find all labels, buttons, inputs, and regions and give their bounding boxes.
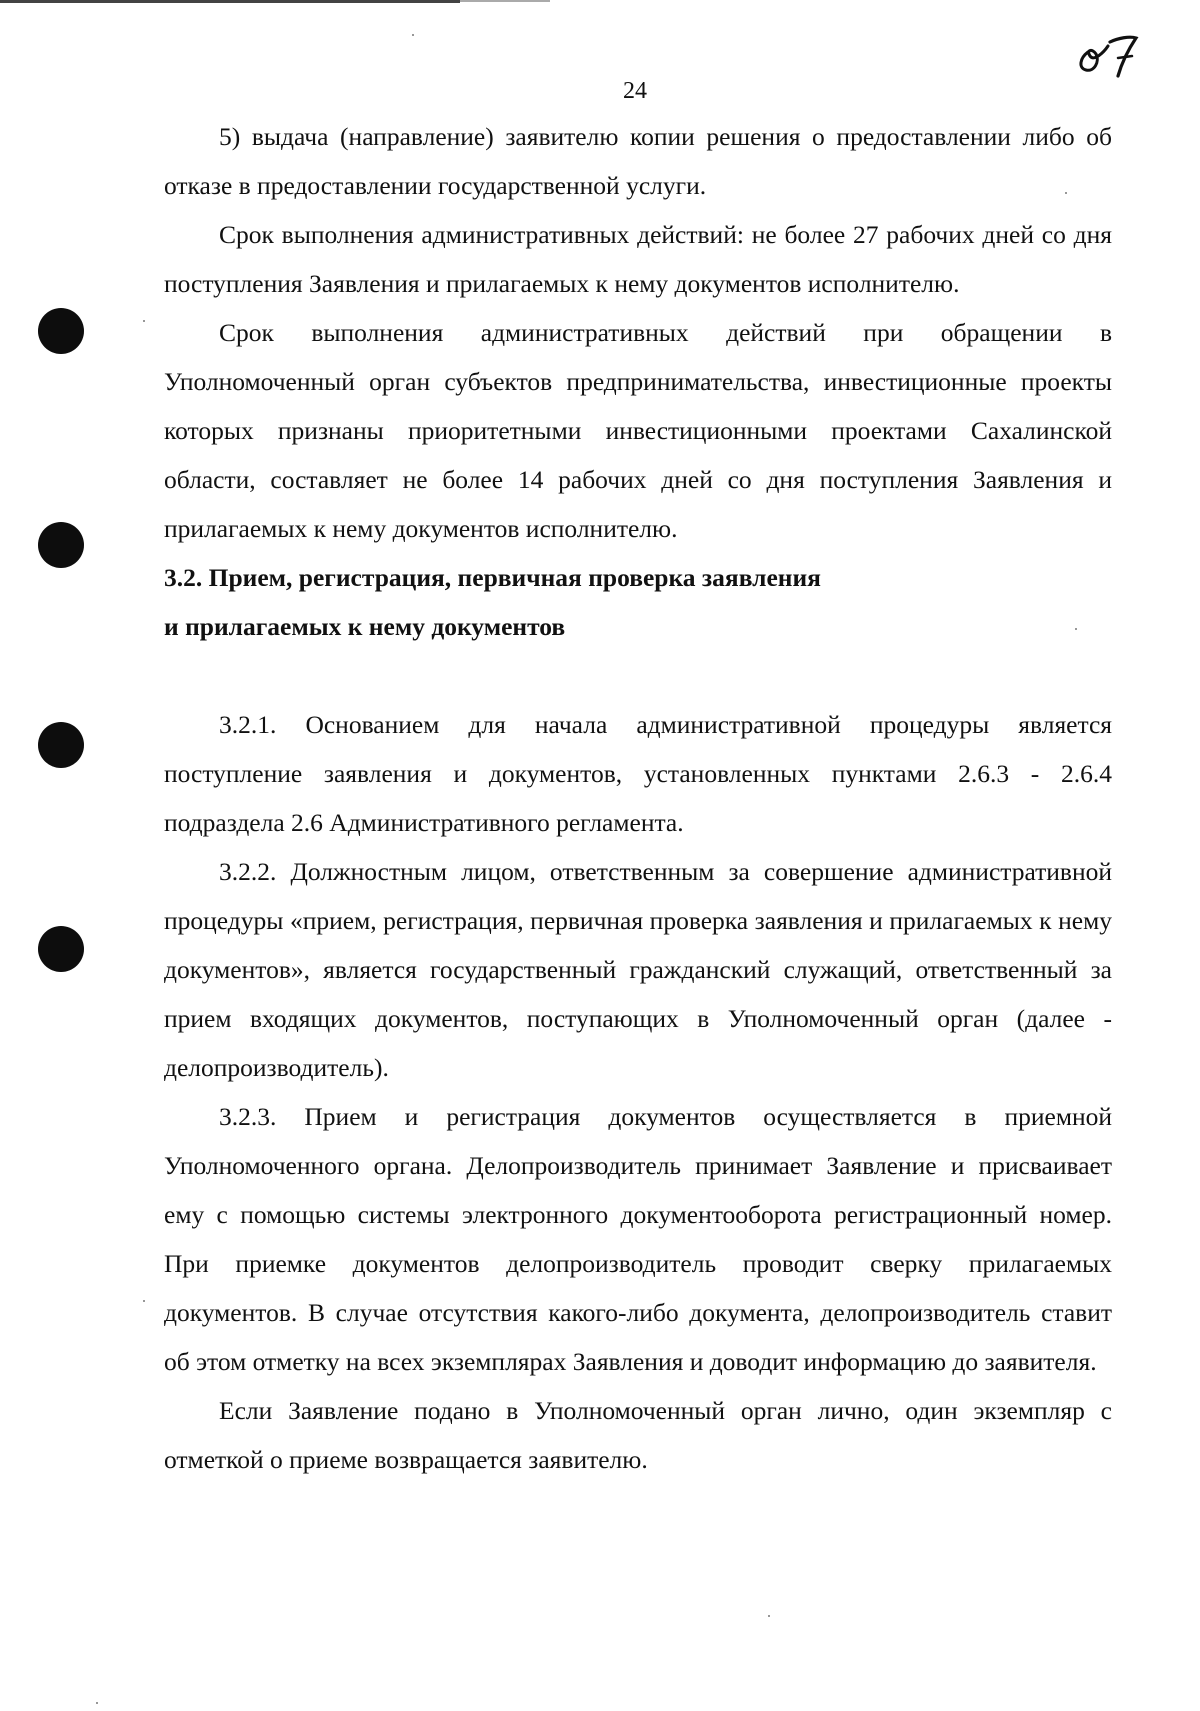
blank-line — [164, 651, 1112, 700]
paragraph-delivery: 5) выдача (направление) заявителю копии решения о предоставлении либо об отказе в предоставлении государственной услуги. — [164, 122, 1112, 200]
scan-speck — [143, 320, 145, 322]
paragraph-deadline-14-days: Срок выполнения административных действий при обращении в Уполномоченный орган субъектов предпринимательства, инвестиционные проекты которых признаны приоритетными инвестиционными проектами Сахалинской области, составляет не более 14 рабочих дней со дня поступления Заявления и прилагаемых к нему документов исполнителю. — [164, 318, 1112, 543]
scan-speck — [768, 1615, 770, 1617]
scan-speck — [1075, 628, 1077, 630]
paragraph-deadline-27-days: Срок выполнения административных действий: не более 27 рабочих дней со дня поступления Заявления и прилагаемых к нему документов исполнителю. — [164, 220, 1112, 298]
scan-speck — [1065, 192, 1067, 194]
scan-edge-line-faint — [460, 0, 550, 2]
binder-hole — [38, 722, 84, 768]
binder-hole — [38, 522, 84, 568]
handwritten-folio-number — [1074, 32, 1144, 80]
binder-hole — [38, 926, 84, 972]
paragraph-3-2-2: 3.2.2. Должностным лицом, ответственным за совершение административной процедуры «прием, регистрация, первичная проверка заявления и прилагаемых к нему документов», является государственный гражданский служащий, ответственный за прием входящих документов, поступающих в Уполномоченный орган (далее - делопроизводитель). — [164, 857, 1112, 1082]
document-body — [164, 112, 1112, 1484]
scan-speck — [143, 1300, 145, 1302]
paragraph-3-2-1: 3.2.1. Основанием для начала административной процедуры является поступление заявления и документов, установленных пунктами 2.6.3 - 2.6.4 подраздела 2.6 Административного регламента. — [164, 710, 1112, 837]
section-heading-line1: 3.2. Прием, регистрация, первичная проверка заявления — [164, 563, 821, 592]
page-number: 24 — [623, 78, 647, 104]
paragraph-return-copy: Если Заявление подано в Уполномоченный орган лично, один экземпляр с отметкой о приеме возвращается заявителю. — [164, 1396, 1112, 1474]
scan-edge-line — [0, 0, 460, 3]
section-heading-line2: и прилагаемых к нему документов — [164, 612, 566, 641]
scan-speck — [96, 1702, 98, 1704]
paragraph-3-2-3: 3.2.3. Прием и регистрация документов осуществляется в приемной Уполномоченного органа. Делопроизводитель принимает Заявление и присваивает ему с помощью системы электронного документооборота регистрационный номер. При приемке документов делопроизводитель проводит сверку прилагаемых документов. В случае отсутствия какого-либо документа, делопроизводитель ставит об этом отметку на всех экземплярах Заявления и доводит информацию до заявителя. — [164, 1102, 1112, 1376]
scan-speck — [412, 34, 414, 36]
binder-hole — [38, 308, 84, 354]
